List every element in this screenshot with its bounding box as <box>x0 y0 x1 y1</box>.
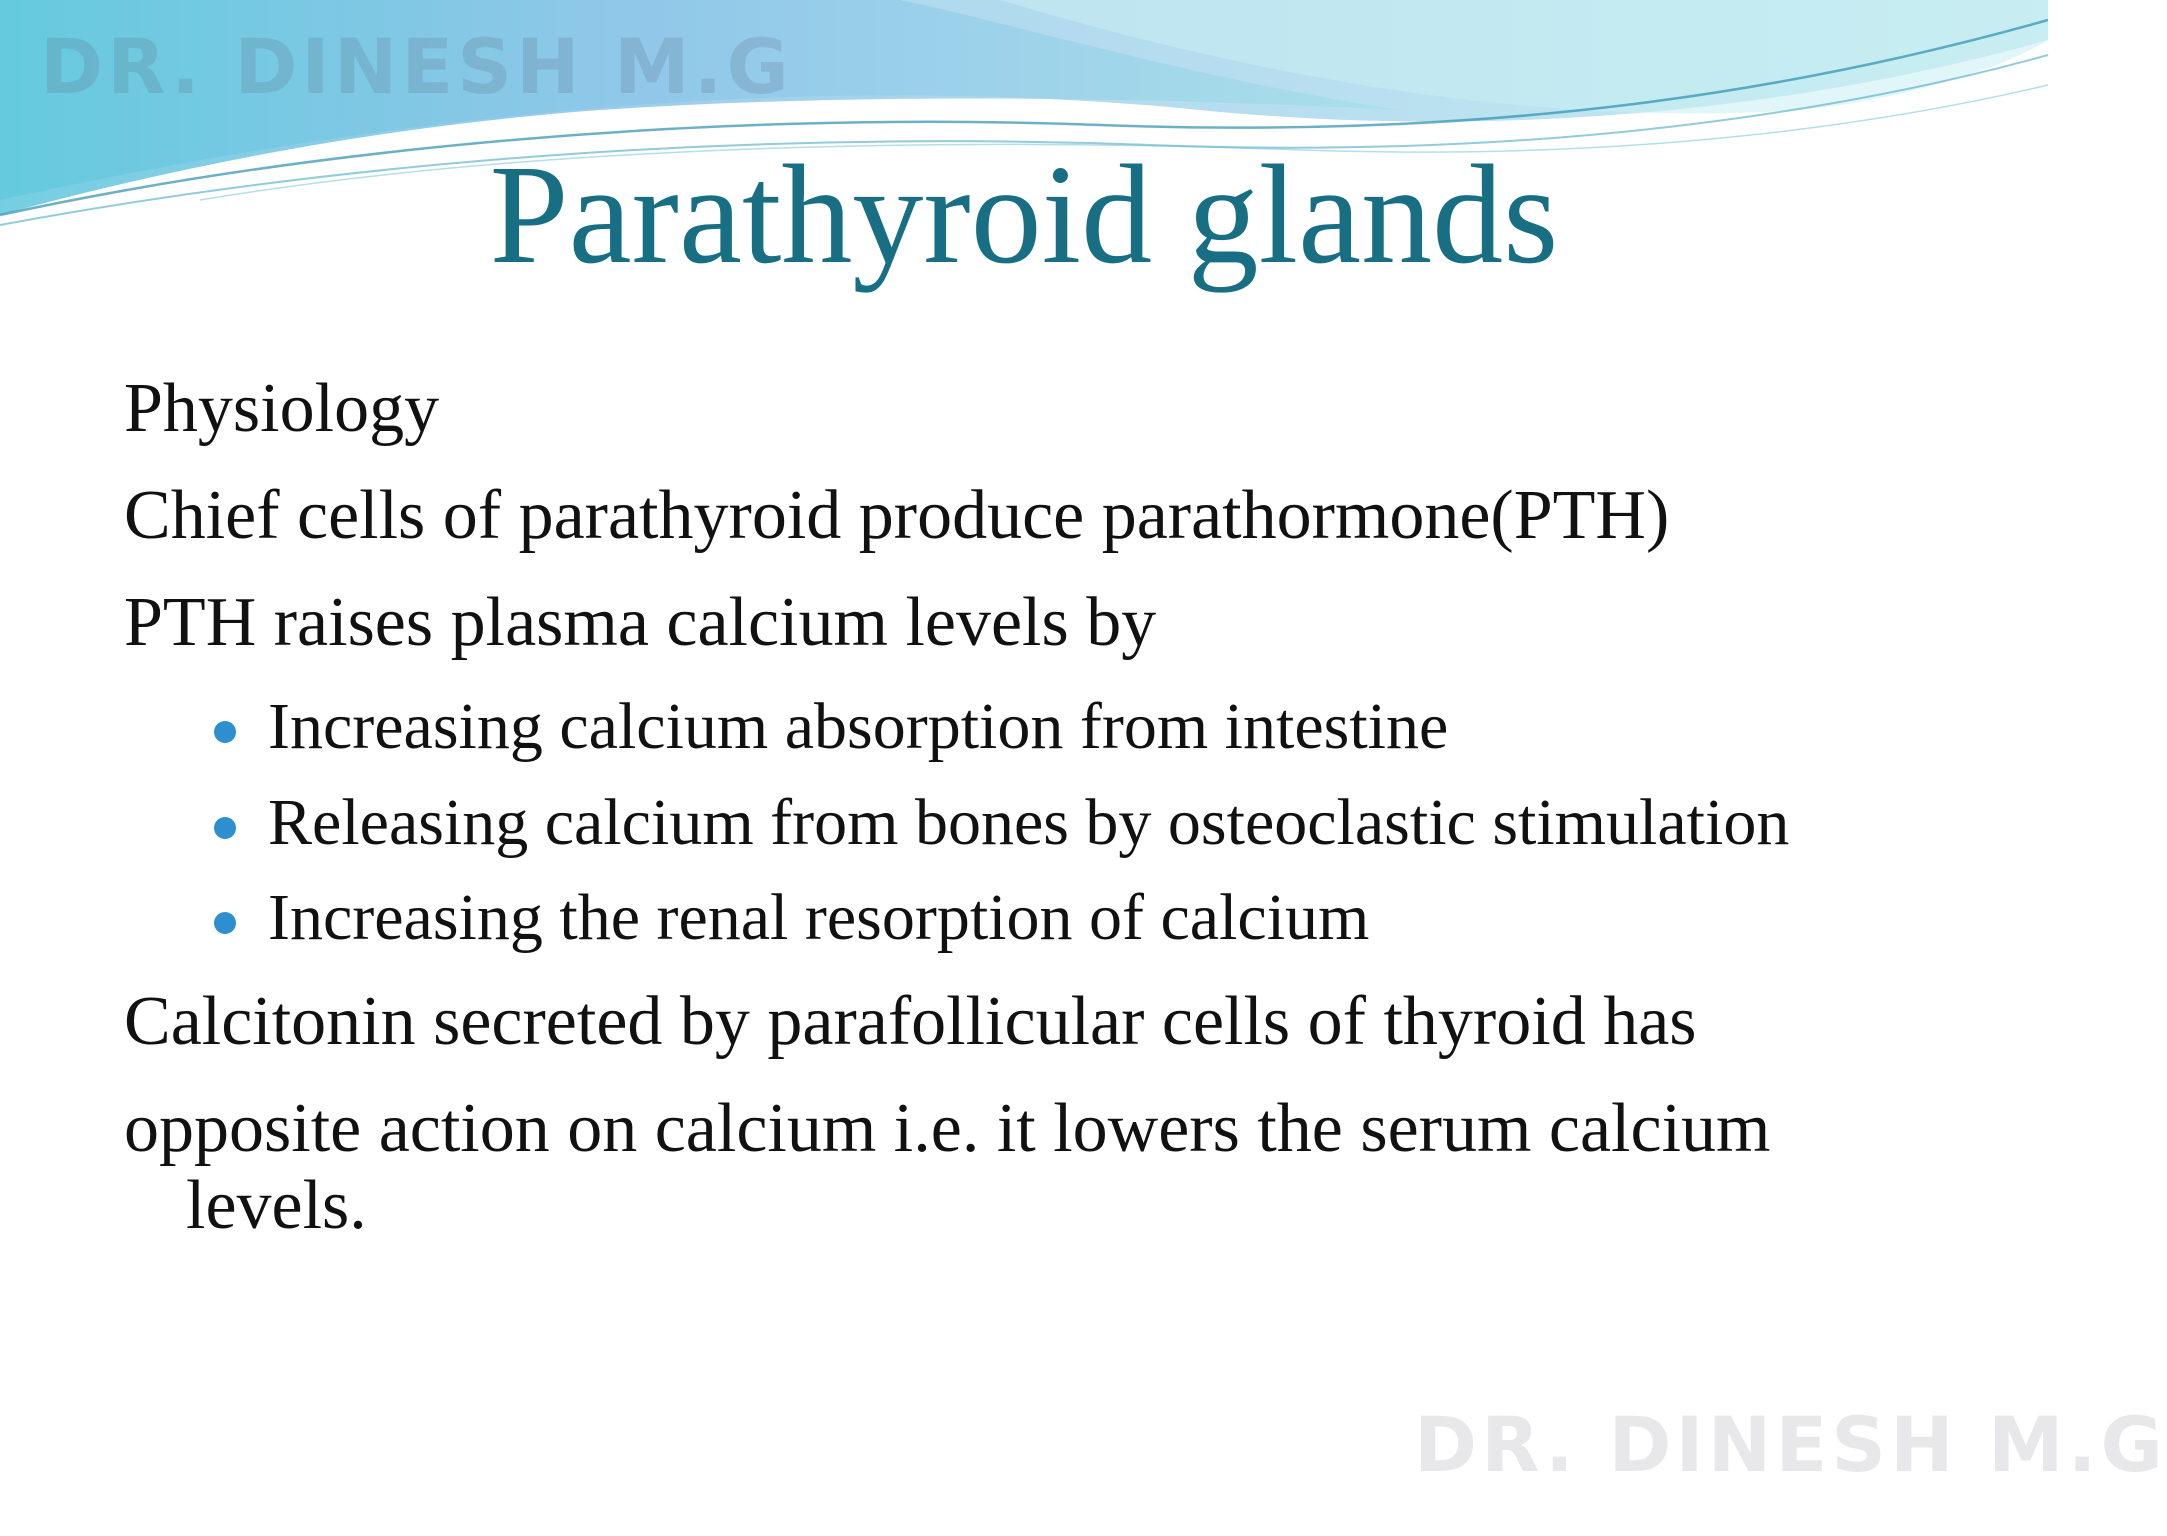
bullet-text: Releasing calcium from bones by osteoclastic stimulation <box>268 785 1790 859</box>
body-line-physiology: Physiology <box>124 370 440 447</box>
watermark-top: DR. DINESH M.G <box>40 22 793 111</box>
bullet-dot-icon <box>214 817 236 839</box>
bullet-item <box>214 691 1944 764</box>
body-line-chief-cells: Chief cells of parathyroid produce parathormone(PTH) <box>124 477 1670 554</box>
bullet-text: Increasing calcium absorption from intestine <box>268 690 1449 763</box>
bullet-item <box>214 787 1944 860</box>
closing-line-3: levels. <box>186 1166 367 1244</box>
bullet-item <box>214 882 1944 955</box>
closing-paragraph <box>124 983 1944 1244</box>
bullet-dot-icon <box>214 721 236 743</box>
slide-body <box>124 370 1944 1244</box>
bullet-list <box>124 691 1944 955</box>
watermark-bottom: DR. DINESH M.G <box>1414 1400 2167 1489</box>
bullet-dot-icon <box>214 912 236 934</box>
bullet-text: Increasing the renal resorption of calcium <box>268 881 1370 955</box>
body-line-pth-raises: PTH raises plasma calcium levels by <box>124 584 1157 661</box>
slide-title: Parathyroid glands <box>489 135 1559 293</box>
closing-line-2: opposite action on calcium i.e. it lowers the serum calcium <box>124 1089 1771 1167</box>
closing-line-1: Calcitonin secreted by parafollicular cells of thyroid has <box>124 982 1697 1060</box>
